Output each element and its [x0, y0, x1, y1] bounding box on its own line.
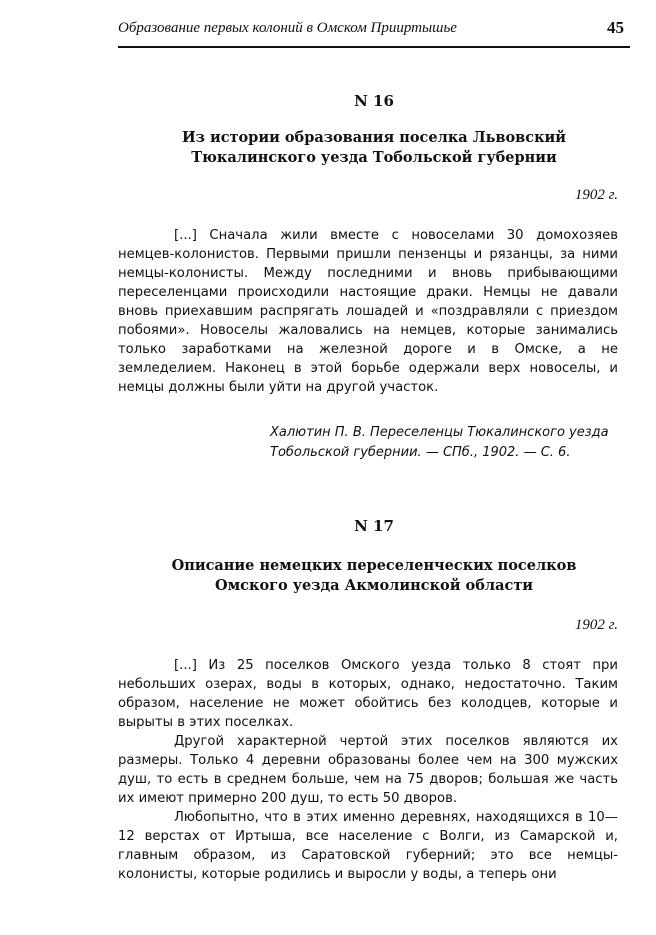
document-17-body: [118, 656, 618, 884]
document-17-number: N 17: [354, 517, 394, 535]
document-16-body: [118, 226, 618, 397]
citation-line: Халютин П. В. Переселенцы Тюкалинского уезда: [270, 425, 609, 440]
title-line: Описание немецких переселенческих поселков: [171, 557, 577, 574]
citation-line: Тобольской губернии. — СПб., 1902. — С. 6.: [270, 445, 571, 460]
page-number: 45: [607, 18, 624, 37]
paragraph: Любопытно, что в этих именно деревнях, находящихся в 10—12 верстах от Иртыша, все население с Волги, из Самарской и, главным образом, из Саратовской губерний; это все немцы-колонисты, которые родились и выросли у воды, а теперь они: [118, 810, 618, 882]
title-line: Из истории образования поселка Львовский: [181, 129, 567, 146]
document-16-number: N 16: [354, 92, 394, 110]
paragraph: [...] Сначала жили вместе с новоселами 30 домохозяев немцев-колонистов. Первыми пришли пензенцы и рязанцы, за ними немцы-колонисты. Между последними и вновь прибывающими переселенцами происходили настоящие драки. Немцы не давали вновь приехавшим распрягать лошадей и «поздравляли с приездом побоями». Новоселы жаловались на немцев, которые занимались только заработками на железной дороге и в Омске, а не земледелием. Наконец в этой борьбе одержали верх новоселы, и немцы должны были уйти на другой участок.: [118, 228, 618, 395]
document-17-date: 1902 г.: [574, 617, 618, 633]
document-17-title: [118, 556, 630, 596]
title-line: Тюкалинского уезда Тобольской губернии: [191, 149, 557, 166]
paragraph: Другой характерной чертой этих поселков являются их размеры. Только 4 деревни образованы более чем на 300 мужских душ, то есть в среднем больше, чем на 75 дворов; большая же часть их имеют примерно 200 душ, то есть 50 дворов.: [118, 734, 618, 806]
running-head: [118, 18, 630, 48]
document-16-citation: [270, 423, 622, 463]
running-title: Образование первых колоний в Омском Прииртышье: [118, 20, 457, 36]
title-line: Омского уезда Акмолинской области: [214, 577, 534, 594]
document-16-title: [118, 128, 630, 168]
paragraph: [...] Из 25 поселков Омского уезда только 8 стоят при небольших озерах, воды в которых, однако, недостаточно. Таким образом, население не может обойтись без колодцев, которые и вырыты в этих поселках.: [118, 658, 618, 730]
document-16-date: 1902 г.: [574, 187, 618, 203]
